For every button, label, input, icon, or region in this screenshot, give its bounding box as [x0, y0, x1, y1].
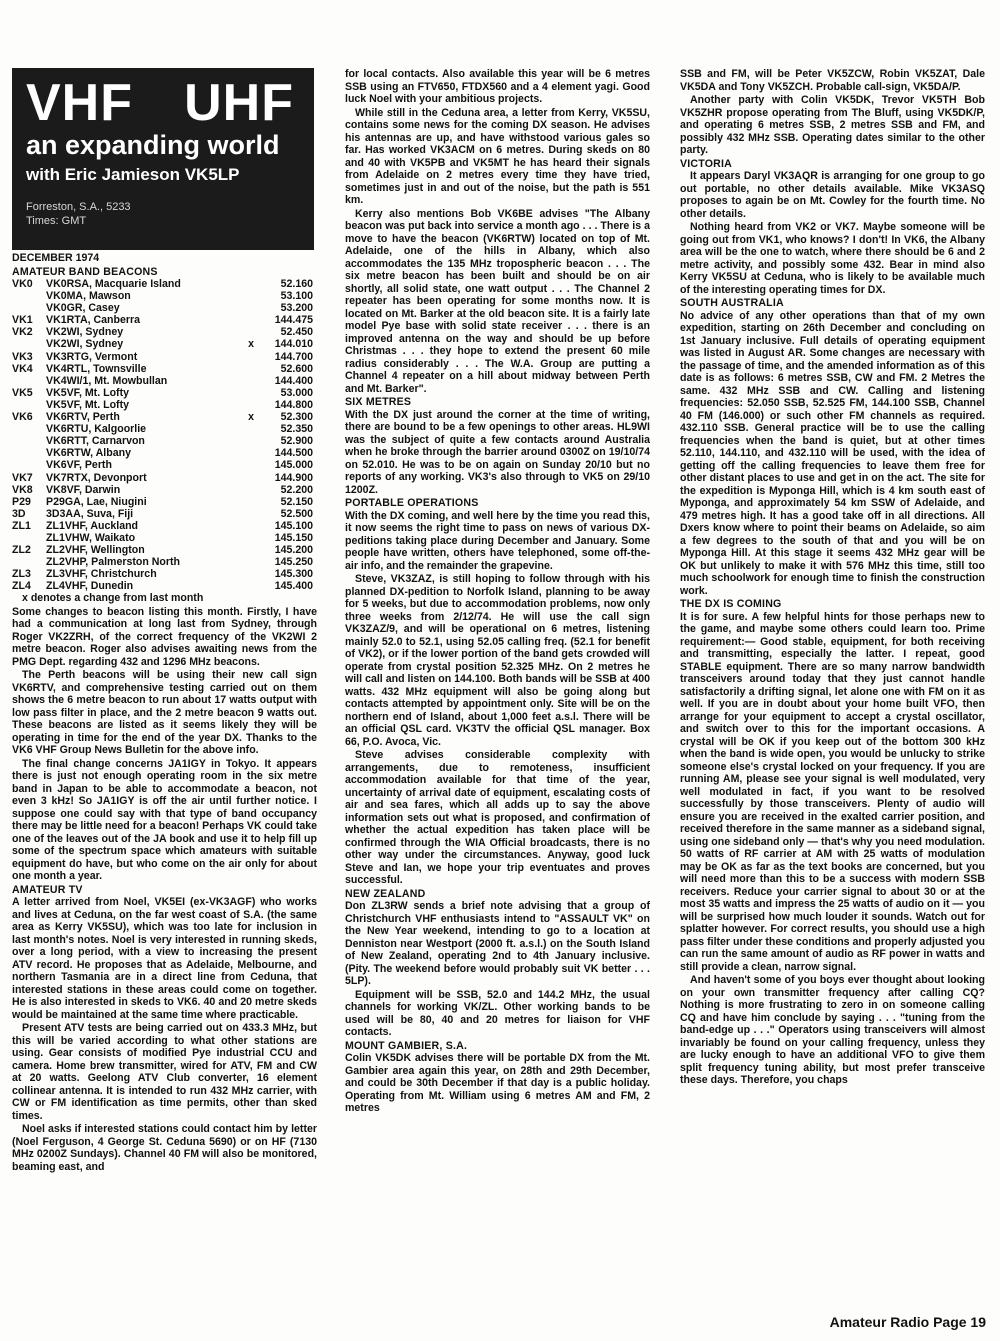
banner-times: Times: GMT	[26, 215, 87, 227]
beacon-row	[12, 314, 317, 326]
beacon-change-mark: x	[248, 338, 255, 351]
beacon-change-mark	[248, 568, 257, 580]
beacon-frequency: 52.500	[280, 507, 313, 520]
banner-author: with Eric Jamieson VK5LP	[26, 165, 240, 184]
beacon-frequency: 53.100	[280, 290, 313, 303]
paragraph: Colin VK5DK advises there will be portable DX from the Mt. Gambier area again this year, on 28th and 29th December, and could be 30th December if that day is a public holiday. Operating from Mt. William using 6 metres AM and FM, 2 metres	[345, 1052, 650, 1114]
beacon-frequency: 53.000	[280, 386, 313, 399]
beacon-region: P29	[12, 495, 31, 508]
paragraph: A letter arrived from Noel, VK5EI (ex-VK3AGF) who works and lives at Ceduna, on the far west coast of S.A. (the same area as Kerry VK5SU), which was too late for inclusion in last month's notes. Noel is very interested in running skeds, over a long period, with a view to increasing the present ATV record. He proposes that as Adelaide, Melbourne, and northern Tasmania are in a direct line from Ceduna, that interested stations in these areas could come on together. He is also interested in skeds to VK6. 40 and 20 metre skeds would be maintained at the same time where practicable.	[12, 896, 317, 1021]
page-footer: Amateur Radio Page 19	[829, 1314, 986, 1330]
beacon-region	[12, 532, 46, 544]
beacon-frequency: 52.200	[280, 483, 313, 496]
beacon-change-mark	[248, 387, 257, 399]
beacon-region	[12, 290, 46, 302]
heading-new-zealand: NEW ZEALAND	[345, 887, 426, 900]
banner-title-vhf: VHF	[26, 74, 133, 132]
beacon-row	[12, 520, 317, 532]
beacon-row	[12, 423, 317, 435]
beacon-region: ZL3	[12, 568, 31, 581]
beacon-row	[12, 326, 317, 338]
heading-beacons: AMATEUR BAND BEACONS	[12, 265, 158, 278]
beacon-name: VK5VF, Mt. Lofty	[46, 398, 129, 411]
heading-amateur-tv: AMATEUR TV	[12, 883, 83, 896]
paragraph: No advice of any other operations than that of my own expedition, starting on 26th December and concluding on 1st January inclusive. Full details of operating equipment was listed in August AR. Some changes are necessary with the passage of time, and the amended information as of this date is as follows: 6 metres SSB, CW and FM. 2 Metres the same. 432 MHz SSB and CW. Calling and listening frequencies: 52.050 SSB, 52.525 FM, 144.100 SSB, Channel 40 FM (146.000) or such other FM channels as required. 432.110 SSB. General practice will be to use the calling frequencies when the band is quiet, but at other times 52.110, 144.110, and 432.110 will be used, with the idea of getting off the calling frequencies to leave them free for other distant places to use and get in on the act. The site for the expedition is Myponga Hill, which is 4 km south east of Myponga, and approximately 54 km SSW of Adelaide, and 479 metres high. It has a good take off in all directions. All Dxers know where to point their beams on Adelaide, so aim a few degrees to the south of that and you will be on Myponga Hill. At this stage it seems 432 MHz gear will be OK but unlikely to make it with 576 MHz this time, still too much schoolwork for enough time to finish the construction work.	[680, 309, 985, 597]
beacon-row	[12, 399, 317, 411]
beacon-region: VK8	[12, 483, 33, 496]
beacon-row	[12, 387, 317, 399]
beacon-frequency: 144.500	[274, 447, 313, 460]
beacon-frequency: 145.250	[274, 556, 313, 569]
heading-victoria: VICTORIA	[680, 157, 733, 170]
beacon-region	[12, 302, 46, 314]
beacon-row	[12, 290, 317, 302]
beacon-change-mark	[248, 459, 257, 471]
heading-six-metres: SIX METRES	[345, 396, 412, 408]
issue-month: DECEMBER 1974	[12, 252, 100, 264]
beacon-frequency: 145.300	[274, 568, 313, 581]
beacon-frequency: 144.800	[274, 398, 313, 411]
beacon-frequency: 144.700	[274, 350, 313, 363]
beacon-change-mark	[248, 580, 257, 592]
beacon-region: VK0	[12, 278, 33, 290]
beacon-frequency: 144.400	[274, 374, 313, 387]
beacon-frequency: 52.300	[280, 411, 313, 424]
beacon-row	[12, 338, 317, 350]
beacon-name: VK2WI, Sydney	[46, 326, 124, 339]
beacon-name: ZL2VHP, Palmerston North	[46, 556, 181, 569]
beacon-frequency: 145.000	[274, 459, 313, 472]
paragraph: SSB and FM, will be Peter VK5ZCW, Robin VK5ZAT, Dale VK5DA and Tony VK5ZCH. Probable call-sign, VK5DA/P.	[680, 68, 985, 93]
beacon-name: ZL3VHF, Christchurch	[46, 568, 157, 581]
beacon-name: VK8VF, Darwin	[46, 483, 121, 496]
beacon-footnote: x denotes a change from last month	[22, 592, 204, 605]
heading-portable-operations: PORTABLE OPERATIONS	[345, 497, 479, 509]
beacon-name: ZL1VHW, Waikato	[46, 531, 136, 544]
beacon-change-mark	[248, 363, 257, 375]
beacon-row	[12, 351, 317, 363]
beacon-change-mark	[248, 375, 257, 387]
beacon-region	[12, 399, 46, 411]
beacon-row	[12, 556, 317, 568]
column-1	[12, 252, 317, 1310]
banner-title	[26, 74, 300, 132]
beacon-name: 3D3AA, Suva, Fiji	[46, 507, 134, 520]
beacon-row	[12, 447, 317, 459]
beacon-name: VK0MA, Mawson	[46, 290, 131, 303]
beacon-name: VK4WI/1, Mt. Mowbullan	[46, 374, 168, 387]
beacon-region	[12, 556, 46, 568]
beacon-region: VK5	[12, 386, 33, 399]
beacon-row	[12, 363, 317, 375]
column-3	[680, 68, 985, 1308]
beacon-name: VK7RTX, Devonport	[46, 471, 147, 484]
beacon-frequency: 144.010	[274, 338, 313, 351]
beacon-name: VK6RTV, Perth	[46, 411, 120, 424]
beacon-region	[12, 447, 46, 459]
paragraph: Another party with Colin VK5DK, Trevor VK5TH Bob VK5ZHR propose operating from The Bluff, using VK5DK/P, and operating 6 metres SSB, 2 metres SSB and FM, and possibly 432 MHz SSB. Operating dates similar to the other party.	[680, 94, 985, 156]
beacon-name: ZL1VHF, Auckland	[46, 519, 139, 532]
beacon-row	[12, 435, 317, 447]
beacon-name: VK6RTT, Carnarvon	[46, 435, 145, 448]
beacon-name: VK2WI, Sydney	[46, 338, 124, 351]
paragraph: Present ATV tests are being carried out on 433.3 MHz, but this will be varied according to what other stations are using. Gear consists of modified Pye industrial CCU and camera. Home brew transmitter, wired for ATV, FM and CW at 20 watts. Geelong ATV Club converter, 16 element collinear antenna. It is intended to run 432 MHz carrier, with CW or FM identification as time permits, other than sked times.	[12, 1022, 317, 1122]
beacon-region	[12, 375, 46, 387]
beacon-change-mark	[248, 508, 257, 520]
beacon-name: VK1RTA, Canberra	[46, 314, 140, 327]
beacon-name: ZL4VHF, Dunedin	[46, 580, 134, 593]
beacon-region	[12, 435, 46, 447]
beacon-row	[12, 508, 317, 520]
beacon-region: ZL1	[12, 519, 31, 532]
beacon-row	[12, 302, 317, 314]
column-2	[345, 68, 650, 1308]
column-banner	[12, 68, 314, 250]
beacon-name: ZL2VHF, Wellington	[46, 544, 145, 557]
beacon-change-mark	[248, 520, 257, 532]
beacon-region: ZL2	[12, 544, 31, 557]
banner-title-uhf: UHF	[184, 74, 294, 132]
beacon-frequency: 145.400	[274, 580, 313, 593]
beacon-region: VK7	[12, 471, 33, 484]
beacon-row	[12, 568, 317, 580]
paragraph: Kerry also mentions Bob VK6BE advises "The Albany beacon was put back into service a month ago . . . There is a move to have the beacon (VK6RTW) located on top of Mt. Adelaide, one of the hills in Albany, which also accommodates the 135 MHz tropospheric beacon . . . The six metre beacon has been built and should be on air shortly, all solid state, one watt output . . . The Channel 2 repeater has been operating for some months now. It is located on Mt. Barker at the old beacon site. It is a fairly late model Pye base with solid state receiver . . . there is an improved antenna on the way and should be up before Christmas . . . they hope to extend the present 60 mile radius considerably . . . The W.A. Group are putting a Channel 4 repeater on a hill about midway between Perth and Mt. Barker".	[345, 207, 650, 395]
beacon-frequency: 145.150	[274, 531, 313, 544]
paragraph: It appears Daryl VK3AQR is arranging for one group to go out portable, no other details available. Mike VK3ASQ proposes to again be on Mt. Cowley for the fourth time. No other details.	[680, 170, 985, 220]
beacon-row	[12, 484, 317, 496]
beacon-row	[12, 532, 317, 544]
beacon-change-mark	[248, 314, 257, 326]
beacon-change-mark	[248, 435, 257, 447]
beacon-change-mark	[248, 484, 257, 496]
beacon-change-mark	[248, 496, 257, 508]
beacon-region	[12, 338, 46, 350]
beacon-change-mark	[248, 532, 257, 544]
paragraph: for local contacts. Also available this year will be 6 metres SSB using an FTV650, FTDX560 and a 4 element yagi. Good luck Noel with your ambitious projects.	[345, 68, 650, 105]
beacon-row	[12, 411, 317, 423]
beacon-change-mark	[248, 399, 257, 411]
heading-south-australia: SOUTH AUSTRALIA	[680, 297, 784, 309]
beacon-frequency: 52.450	[280, 326, 313, 339]
beacon-name: VK6RTU, Kalgoorlie	[46, 423, 147, 436]
paragraph: With the DX coming, and well here by the time you read this, it now seems the right time to pass on news of various DX-peditions taking place during December and January. Some people have written, others have telephoned, some off-the-air info, and the remainder the grapevine.	[345, 509, 650, 572]
beacon-region: ZL4	[12, 580, 31, 593]
beacon-frequency: 52.150	[280, 495, 313, 508]
beacon-change-mark	[248, 351, 257, 363]
beacon-change-mark	[248, 556, 257, 568]
beacon-change-mark	[248, 278, 257, 290]
beacon-change-mark	[248, 302, 257, 314]
paragraph: Some changes to beacon listing this month. Firstly, I have had a communication at long last from Sydney, through Roger VK2ZRH, of the correct frequency of the VK2WI 2 metre beacon. Roger also advises awaiting news from the PMG Dept. regarding 432 and 1296 MHz beacons.	[12, 605, 317, 668]
paragraph: It is for sure. A few helpful hints for those perhaps new to the game, and maybe some others could learn too. Prime requirement:— Good stable, equipment, for both receiving and transmitting, especially the latter. I repeat, good STABLE equipment. There are so many narrow bandwidth transceivers around today that they just cannot handle satisfactorily a drifting signal, let alone one with FM on it as well. If you are in doubt about your home built VFO, then arrange for your equipment to accept a crystal oscillator, and switch over to this for the important occasions. A crystal will be OK if you keep out of the bottom 300 kHz when the band is wide open, you would be unlucky to strike someone else's crystal locked on your frequency. If you are running AM, please see your signal is well modulated, very well modulated in fact, if you want to be resolved successfully by those transceivers. Plenty of audio will ensure you are received in the exalted carrier position, and received therefore in the same manner as a sideband signal, using one sideband only — that's why you need modulation. 50 watts of RF carrier at AM with 25 watts of modulation may be OK as far as the text books are concerned, but you will need more than this to be a success with modern SSB receivers. Reduce your carrier signal to about 30 or at the most 35 watts and impress the 25 watts of audio on it — you will be surprised how much louder it sounds. Watch out for splatter however. For correct results, you should use a high pass filter under these conditions and properly adjusted you can run the same amount of audio as RF power in watts and still provide a clean, narrow signal.	[680, 610, 985, 973]
paragraph: Don ZL3RW sends a brief note advising that a group of Christchurch VHF enthusiasts intend to "ASSAULT VK" on the New Year weekend, intending to go to a location at Denniston near Westport (2000 ft. a.s.l.) on the South Island of New Zealand, operating 2nd to 4th January inclusive. (Pity. The weekend before would probably suit VK better . . . 5LP).	[345, 900, 650, 987]
paragraph: While still in the Ceduna area, a letter from Kerry, VK5SU, contains some news for the coming DX season. He advises his antennas are up, and have withstood various gales so far. Has worked VK3ACM on 6 metres. During skeds on 80 and 40 with VK5PB and VK5MT he has heard their signals from Adelaide on 2 metres every time they have tried, sometimes just in and out of the noise, but the path is 551 km.	[345, 106, 650, 206]
beacon-change-mark: x	[248, 411, 255, 424]
beacon-change-mark	[248, 447, 257, 459]
beacon-frequency: 144.475	[274, 314, 313, 327]
paragraph: Noel asks if interested stations could contact him by letter (Noel Ferguson, 4 George St. Ceduna 5690) or on HF (7130 MHz 0200Z Sundays). Channel 40 FM will also be monitored, beaming east, and	[12, 1123, 317, 1173]
beacon-table	[12, 278, 317, 592]
paragraph: Steve advises considerable complexity with arrangements, due to remoteness, insufficient accommodation available for that time of the year, uncertainty of arrival date of equipment, escalating costs of air and sea fares, which all adds up to say the above information sets out what is proposed, and confirmation of whether the actual expedition has taken place will be confirmed through the WIA Official broadcasts, there is no other way under the circumstances. Anyway, good luck Steve and Ian, we hope your trip eventuates and proves successful.	[345, 749, 650, 886]
paragraph: Steve, VK3ZAZ, is still hoping to follow through with his planned DX-pedition to Norfolk Island, planning to be away for 5 weeks, but due to accommodation problems, now only three weeks from 2/12/74. He will use the call sign VK3ZAZ/9, and will be operational on 6 metres, listening mainly 52.0 to 52.1, using 52.05 calling freq. (52.1 for benefit of VK2), or if the lower portion of the band gets crowded will operate from crystal position 52.325 MHz. On 2 metres he will call and listen on 144.100. Both bands will be SSB at 400 watts. 432 MHz equipment will also be going along but contacts attempted by appointment only. Site will be on the northern end of Island, about 1,000 feet a.s.l. There will be an official QSL card. VK3TV the official QSL manager. Box 66, P.O. Avoca, Vic.	[345, 573, 650, 748]
paragraph: The Perth beacons will be using their new call sign VK6RTV, and comprehensive testing carried out on them shows the 6 metre beacon to run about 17 watts output with low pass filter in place, and the 2 metre beacon 9 watts out. These beacons are listed as it seems likely they will be operating in time for the end of the year DX. Thanks to the VK6 VHF Group News Bulletin for the above info.	[12, 669, 317, 757]
beacon-frequency: 52.600	[280, 362, 313, 375]
beacon-change-mark	[248, 423, 257, 435]
beacon-name: VK6RTW, Albany	[46, 447, 131, 460]
beacon-region: VK4	[12, 362, 33, 375]
beacon-frequency: 52.900	[280, 435, 313, 448]
paragraph: With the DX just around the corner at the time of writing, there are bound to be a few openings to other areas. HL9WI was the subject of quite a few contacts around Australia when he broke through the barrier around 0300Z on 19/10/74 on 52.010. He was to be on again on Sunday 20/10 but no reports of any working. VK3's also through to VK5 on 29/10 1200Z.	[345, 408, 650, 496]
beacon-change-mark	[248, 544, 257, 556]
beacon-region: 3D	[12, 507, 26, 520]
beacon-frequency: 53.200	[280, 302, 313, 315]
beacon-frequency: 52.350	[280, 423, 313, 436]
beacon-frequency: 145.200	[274, 544, 313, 557]
beacon-row	[12, 472, 317, 484]
beacon-change-mark	[248, 472, 257, 484]
beacon-region: VK3	[12, 350, 33, 363]
beacon-change-mark	[248, 326, 257, 338]
beacon-region: VK1	[12, 314, 33, 327]
heading-dx-is-coming: THE DX IS COMING	[680, 598, 782, 610]
beacon-name: VK5VF, Mt. Lofty	[46, 386, 129, 399]
beacon-frequency: 52.160	[280, 278, 313, 290]
beacon-row	[12, 278, 317, 290]
beacon-frequency: 145.100	[274, 519, 313, 532]
beacon-region	[12, 459, 46, 471]
beacon-row	[12, 580, 317, 592]
heading-mount-gambier: MOUNT GAMBIER, S.A.	[345, 1039, 468, 1052]
paragraph: And haven't some of you boys ever thought about looking on your own transmitter frequency after calling CQ? Nothing is more frustrating to zero in on someone calling CQ and have him conclude by saying . . . "tuning from the band-edge up . . ." Operators using transceivers will almost invariably be found on your calling frequency, unless they are lucky enough to have an additional VFO to give them split frequency tuning ability, but most prefer transceive these days. Therefore, you chaps	[680, 974, 985, 1086]
beacon-row	[12, 496, 317, 508]
beacon-row	[12, 459, 317, 471]
paragraph: Nothing heard from VK2 or VK7. Maybe someone will be going out from VK1, who knows? I don't! In VK6, the Albany area will be the one to watch, where there should be 6 and 2 metre activity, and possibly some 432. Bear in mind also Kerry VK5SU at Ceduna, who is likely to be available much of the interesting operating times for DX.	[680, 221, 985, 296]
beacon-name: VK0GR, Casey	[46, 302, 120, 315]
beacon-name: VK6VF, Perth	[46, 459, 112, 472]
beacon-row	[12, 375, 317, 387]
paragraph: The final change concerns JA1IGY in Tokyo. It appears there is just not enough operating room in the six metre band in Japan to be able to accommodate a beacon, not even 3 kHz! So JA1IGY is off the air until further notice. I suppose one could say with that type of band occupancy there may be little need for a beacon! Perhaps VK could take one of the leaves out of the JA book and use it to help fill up some of the spectrum space which amateurs with suitable equipment do have, but who come on the air only for about one month a year.	[12, 757, 317, 883]
beacon-region: VK2	[12, 326, 33, 339]
beacon-name: VK0RSA, Macquarie Island	[46, 278, 181, 290]
paragraph: Equipment will be SSB, 52.0 and 144.2 MHz, the usual channels for working VK/ZL. Other working bands to be used will be 80, 40 and 20 metres for liaison for VHF contacts.	[345, 988, 650, 1038]
beacon-row	[12, 544, 317, 556]
beacon-name: P29GA, Lae, Niugini	[46, 495, 147, 508]
beacon-region	[12, 423, 46, 435]
beacon-name: VK4RTL, Townsville	[46, 362, 147, 375]
beacon-name: VK3RTG, Vermont	[46, 350, 138, 363]
banner-address: Forreston, S.A., 5233	[26, 201, 131, 213]
beacon-change-mark	[248, 290, 257, 302]
beacon-frequency: 144.900	[274, 471, 313, 484]
banner-subtitle: an expanding world	[26, 130, 280, 160]
beacon-region: VK6	[12, 411, 33, 424]
